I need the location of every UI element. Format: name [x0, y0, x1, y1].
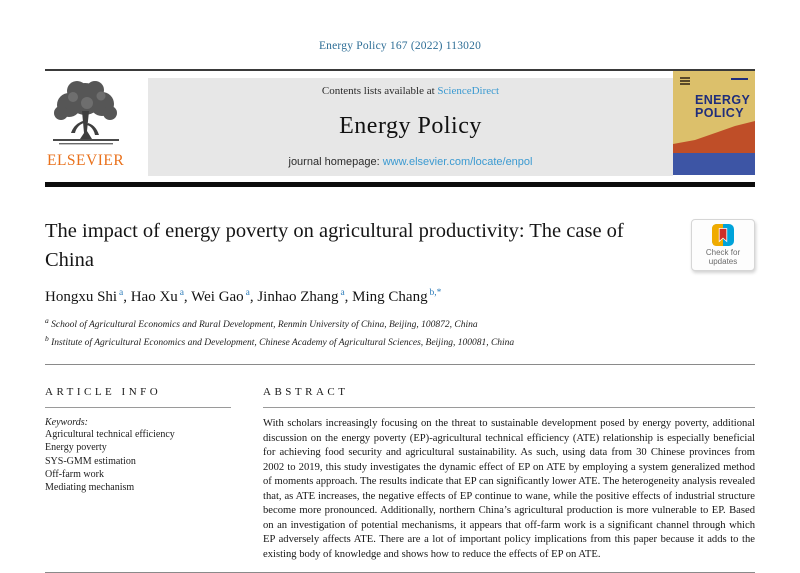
- keyword-item: SYS-GMM estimation: [45, 455, 136, 467]
- keyword-item: Agricultural technical efficiency: [45, 429, 175, 441]
- author-affiliation-sup: a: [338, 288, 345, 299]
- check-for-updates-badge[interactable]: [691, 219, 755, 271]
- article-info-heading: ARTICLE INFO: [45, 386, 162, 399]
- svg-text:ENERGY: ENERGY: [695, 93, 751, 107]
- author-name: Jinhao Zhang $^a$: [257, 288, 345, 306]
- keywords-label: Keywords:: [45, 417, 88, 429]
- journal-header: [45, 69, 755, 187]
- contents-text: Contents lists available at: [321, 85, 438, 97]
- keyword-item: Energy poverty: [45, 442, 107, 454]
- journal-cover-thumbnail: [673, 71, 755, 180]
- sciencedirect-link[interactable]: ScienceDirect: [437, 85, 500, 97]
- affiliations: [45, 315, 755, 351]
- keyword-item: Off-farm work: [45, 469, 104, 481]
- contents-line: [322, 85, 499, 97]
- keyword-item: Mediating mechanism: [45, 482, 135, 494]
- check-for-updates-label: Check for updates: [705, 247, 741, 266]
- elsevier-logo: [45, 71, 148, 180]
- elsevier-wordmark: ELSEVIER: [47, 152, 125, 169]
- author-affiliation-sup: b,*: [427, 288, 442, 299]
- article-info-rule: [45, 407, 231, 408]
- crossmark-icon: [712, 224, 734, 246]
- homepage-url-link[interactable]: www.elsevier.com/locate/enpol: [382, 156, 533, 168]
- energy-policy-cover-icon: [673, 71, 755, 175]
- homepage-label: journal homepage:: [288, 156, 383, 168]
- elsevier-tree-icon: [47, 77, 125, 151]
- homepage-line: [289, 156, 533, 168]
- svg-text:POLICY: POLICY: [695, 106, 744, 120]
- author-name: Hao Xu $^a$: [130, 288, 184, 306]
- abstract-text: With scholars increasingly focusing on the threat to sustainable development posed by energy poverty, additional discussion on the energy poverty (EP)-agricultural technical efficiency (ATE) relationship is especially beneficial for achieving food security and agricultural sustainability. As such, using data from 30 Chinese provinces from 2002 to 2019, this study investigates the dynamic effect of EP on ATE by employing a system generalized method of moments approach. The results indicate that EP can significantly lower ATE. The heterogeneity analysis revealed that, as ATE increases, the negative effects of EP continue to wane, while the positive effects of industrial structure become more pronounced. Additionally, northern China’s agricultural production is more vulnerable to EP. Based on an investigation of potential mechanisms, it appears that off-farm work is a significant channel through which EP adversely affects ATE. There are a lot of important policy implications from this paper because it adds to the existing body of knowledge and shows how to reduce the effects of EP on ATE.: [263, 418, 755, 560]
- author-affiliation-sup: a: [117, 288, 124, 299]
- affiliation-line: $^b$ Institute of Agricultural Economics and Development, Chinese Academy of Agricultural Sciences, Beijing, 100081, China: [45, 334, 515, 349]
- abstract-rule: [263, 407, 755, 408]
- author-affiliation-sup: a: [243, 288, 250, 299]
- header-black-bar: [45, 182, 755, 187]
- article-info-column: [45, 365, 241, 562]
- author-name: Hongxu Shi $^a$: [45, 288, 124, 306]
- journal-citation: Energy Policy 167 (2022) 113020: [318, 40, 482, 52]
- journal-title: Energy Policy: [339, 113, 482, 139]
- keywords-list: [45, 428, 241, 494]
- abstract-column: [263, 365, 755, 562]
- author-affiliation-sup: a: [177, 288, 184, 299]
- article-title: The impact of energy poverty on agricultural productivity: The case of China: [45, 220, 624, 271]
- abstract-heading: ABSTRACT: [263, 386, 349, 399]
- author-name: Ming Chang $^{b,*}$: [352, 288, 442, 306]
- affiliation-line: $^a$ School of Agricultural Economics and Rural Development, Renmin University of China, Beijing, 100872, China: [45, 316, 478, 331]
- author-list: Hongxu Shi $^a$, Hao Xu $^a$, Wei Gao $^a$, Jinhao Zhang $^a$, Ming Chang $^{b,*}$: [45, 288, 442, 306]
- journal-banner: [148, 78, 673, 176]
- author-name: Wei Gao $^a$: [191, 288, 250, 306]
